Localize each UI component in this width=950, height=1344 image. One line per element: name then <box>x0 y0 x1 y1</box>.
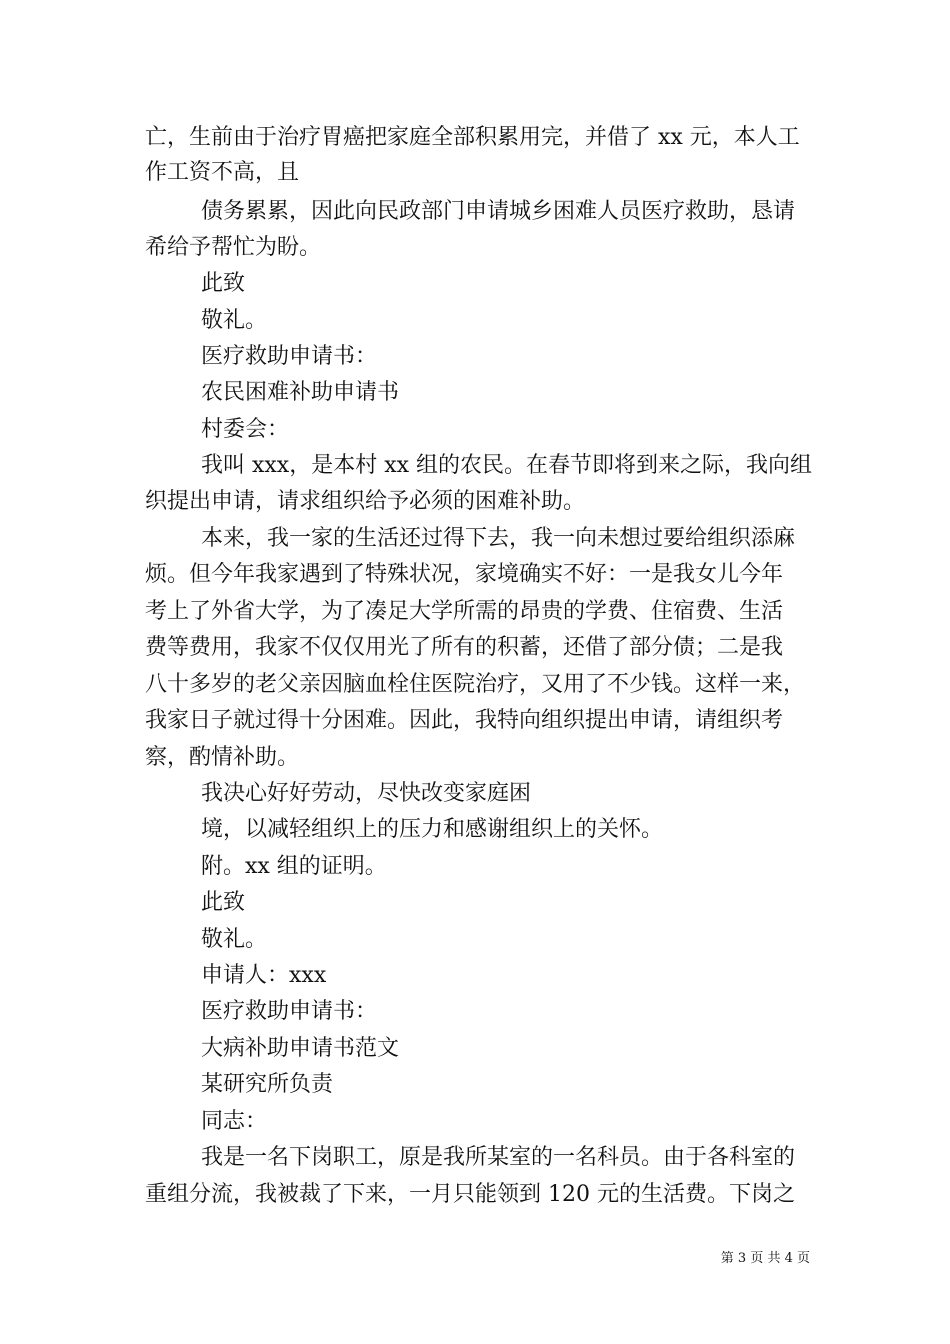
text-line: 织提出申请，请求组织给予必须的困难补助。 <box>145 489 586 514</box>
text-line: 医疗救助申请书： <box>201 999 378 1024</box>
page-number: 第 3 页 共 4 页 <box>720 1251 810 1266</box>
text-line: 此致 <box>201 271 246 296</box>
text-line: 村委会： <box>201 417 290 442</box>
text-line: 敬礼。 <box>201 927 268 952</box>
text-line: 烦。但今年我家遇到了特殊状况，家境确实不好：一是我女儿今年 <box>145 562 784 587</box>
text-line: 考上了外省大学，为了凑足大学所需的昂贵的学费、住宿费、生活 <box>145 599 784 624</box>
text-line: 医疗救助申请书： <box>201 344 378 369</box>
text-line: 亡，生前由于治疗胃癌把家庭全部积累用完，并借了 xx 元，本人工 <box>145 125 800 150</box>
text-line: 申请人：xxx <box>201 963 327 988</box>
text-line: 境，以减轻组织上的压力和感谢组织上的关怀。 <box>201 817 664 842</box>
text-line: 费等费用，我家不仅仅用光了所有的积蓄，还借了部分债；二是我 <box>145 635 784 660</box>
text-line: 八十多岁的老父亲因脑血栓住医院治疗，又用了不少钱。这样一来， <box>145 672 806 697</box>
text-line: 大病补助申请书范文 <box>201 1036 400 1061</box>
text-line: 附。xx 组的证明。 <box>201 854 387 879</box>
text-line: 同志： <box>201 1109 268 1134</box>
text-line: 敬礼。 <box>201 308 268 333</box>
text-line: 本来，我一家的生活还过得下去，我一向未想过要给组织添麻 <box>201 526 796 551</box>
text-line: 察，酌情补助。 <box>145 745 300 770</box>
text-line: 作工资不高，且 <box>145 160 300 185</box>
text-line: 某研究所负责 <box>201 1072 334 1097</box>
text-line: 我家日子就过得十分困难。因此，我特向组织提出申请，请组织考 <box>145 708 784 733</box>
text-line: 我是一名下岗职工，原是我所某室的一名科员。由于各科室的 <box>201 1145 796 1170</box>
text-line: 希给予帮忙为盼。 <box>145 235 322 260</box>
text-line: 债务累累，因此向民政部门申请城乡困难人员医疗救助，恳请 <box>201 199 796 224</box>
text-line: 我决心好好劳动，尽快改变家庭困 <box>201 781 532 806</box>
text-line: 重组分流，我被裁了下来，一月只能领到 120 元的生活费。下岗之 <box>145 1182 795 1207</box>
text-line: 此致 <box>201 890 246 915</box>
text-line: 我叫 xxx，是本村 xx 组的农民。在春节即将到来之际，我向组 <box>201 453 813 478</box>
text-line: 农民困难补助申请书 <box>201 380 400 405</box>
